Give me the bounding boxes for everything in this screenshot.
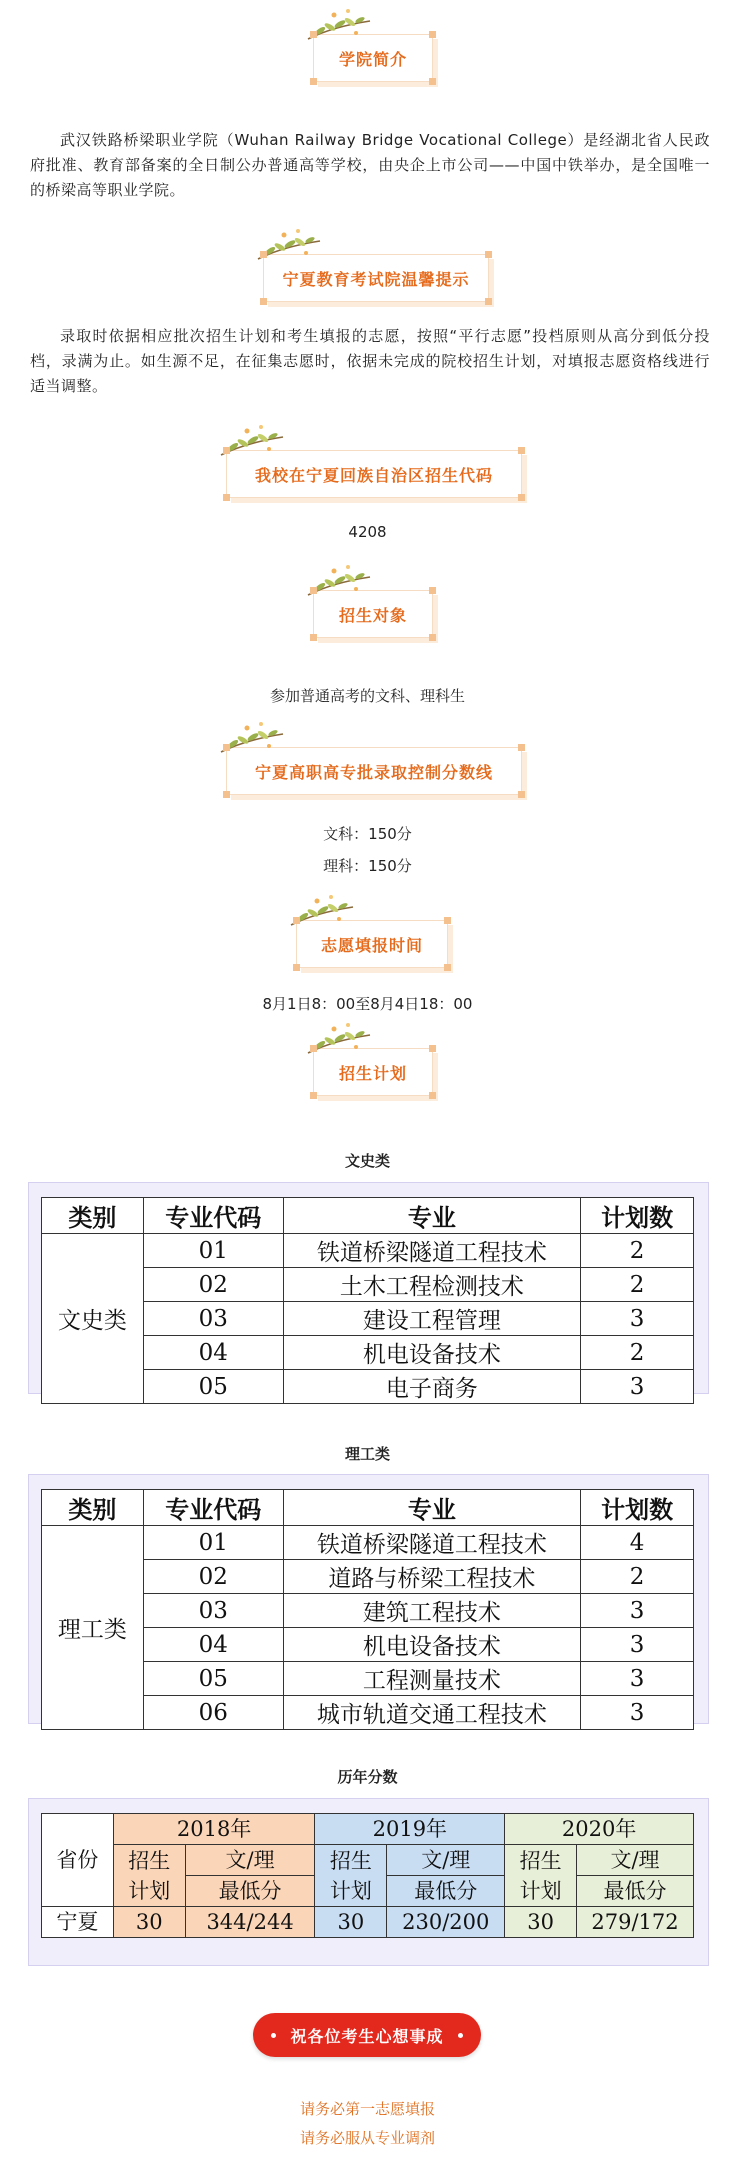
section-title-code xyxy=(226,450,522,498)
major-cell: 工程测量技术 xyxy=(283,1662,581,1696)
header-category: 类别 xyxy=(42,1490,144,1526)
code-cell: 04 xyxy=(143,1336,283,1370)
tips-paragraph: 录取时依据相应批次招生计划和考生填报的志愿，按照“平行志愿”投档原则从高分到低分投档，录满为止。如生源不足，在征集志愿时，依据未完成的院校招生计划，对填报志愿资格线进行适当调整。 xyxy=(30,327,710,395)
header-code: 专业代码 xyxy=(143,1198,283,1234)
score-cell-2020: 279/172 xyxy=(577,1907,694,1938)
count-cell: 2 xyxy=(581,1560,694,1594)
section-title-text: 招生计划 xyxy=(338,1063,407,1083)
section-title-intro xyxy=(313,34,433,82)
major-cell: 建设工程管理 xyxy=(283,1302,581,1336)
wenshi-table-frame xyxy=(28,1182,709,1402)
code-cell: 03 xyxy=(143,1594,283,1628)
section-title-plan xyxy=(313,1048,433,1096)
code-cell: 04 xyxy=(143,1628,283,1662)
major-cell: 铁道桥梁隧道工程技术 xyxy=(283,1526,581,1560)
count-cell: 3 xyxy=(581,1594,694,1628)
score-header-bottom: 最低分 xyxy=(577,1876,694,1907)
major-cell: 建筑工程技术 xyxy=(283,1594,581,1628)
sprig-decoration-icon xyxy=(304,561,374,601)
intro-paragraph: 武汉铁路桥梁职业学院（Wuhan Railway Bridge Vocational College）是经湖北省人民政府批准、教育部备案的全日制公办普通高等学校，由央企上市公司——中国中铁举办，是全国唯一的桥梁高等职业学院。 xyxy=(30,131,710,199)
table-row xyxy=(42,1234,694,1268)
score-cell-2019: 230/200 xyxy=(387,1907,505,1938)
count-cell: 3 xyxy=(581,1628,694,1662)
sprig-decoration-icon xyxy=(217,421,287,461)
sprig-decoration-icon xyxy=(254,225,324,265)
table-header-row xyxy=(42,1198,694,1234)
code-cell: 05 xyxy=(143,1662,283,1696)
header-category: 类别 xyxy=(42,1198,144,1234)
plan-header: 招生 计划 xyxy=(315,1845,387,1907)
score-header-top: 文/理 xyxy=(577,1845,694,1876)
count-cell: 2 xyxy=(581,1268,694,1302)
section-title-text: 宁夏高职高专批录取控制分数线 xyxy=(254,762,493,782)
sprig-decoration-icon xyxy=(304,1019,374,1059)
history-table xyxy=(41,1813,694,1938)
count-cell: 3 xyxy=(581,1696,694,1730)
code-cell: 02 xyxy=(143,1268,283,1302)
section-title-target xyxy=(313,590,433,638)
ligong-table xyxy=(41,1489,694,1730)
plan-header: 招生 计划 xyxy=(505,1845,577,1907)
province-cell: 宁夏 xyxy=(42,1907,114,1938)
count-cell: 2 xyxy=(581,1234,694,1268)
footer-note-2: 请务必服从专业调剂 xyxy=(299,2129,435,2147)
ligong-caption: 理工类 xyxy=(344,1445,390,1463)
score-header-top: 文/理 xyxy=(387,1845,505,1876)
sprig-decoration-icon xyxy=(287,891,357,931)
year-header-row xyxy=(42,1814,694,1845)
section-title-text: 学院简介 xyxy=(338,49,407,69)
year-2018-header: 2018年 xyxy=(113,1814,315,1845)
code-cell: 06 xyxy=(143,1696,283,1730)
code-cell: 01 xyxy=(143,1526,283,1560)
plan-cell-2020: 30 xyxy=(505,1907,577,1938)
count-cell: 3 xyxy=(581,1662,694,1696)
header-major: 专业 xyxy=(283,1198,581,1234)
section-title-time xyxy=(296,920,448,968)
count-cell: 3 xyxy=(581,1302,694,1336)
table-row xyxy=(42,1526,694,1560)
major-cell: 土木工程检测技术 xyxy=(283,1268,581,1302)
major-cell: 机电设备技术 xyxy=(283,1628,581,1662)
category-cell: 文史类 xyxy=(42,1234,144,1404)
wenshi-table xyxy=(41,1197,694,1404)
count-cell: 4 xyxy=(581,1526,694,1560)
dot-icon xyxy=(458,2033,463,2038)
blessing-text: 祝各位考生心想事成 xyxy=(290,2026,444,2046)
major-cell: 电子商务 xyxy=(283,1370,581,1404)
major-cell: 机电设备技术 xyxy=(283,1336,581,1370)
header-major: 专业 xyxy=(283,1490,581,1526)
major-cell: 城市轨道交通工程技术 xyxy=(283,1696,581,1730)
score-header-top: 文/理 xyxy=(185,1845,315,1876)
code-cell: 02 xyxy=(143,1560,283,1594)
sprig-decoration-icon xyxy=(217,718,287,758)
footer-note-1: 请务必第一志愿填报 xyxy=(299,2100,435,2118)
time-text: 8月1日8：00至8月4日18：00 xyxy=(262,995,473,1013)
header-plan-count: 计划数 xyxy=(581,1490,694,1526)
province-header: 省份 xyxy=(42,1814,114,1907)
score-line-like: 理科：150分 xyxy=(323,857,412,875)
sprig-decoration-icon xyxy=(304,5,374,45)
target-text: 参加普通高考的文科、理科生 xyxy=(269,687,465,705)
major-cell: 铁道桥梁隧道工程技术 xyxy=(283,1234,581,1268)
count-cell: 3 xyxy=(581,1370,694,1404)
wenshi-caption: 文史类 xyxy=(344,1152,390,1170)
plan-cell-2019: 30 xyxy=(315,1907,387,1938)
section-title-text: 我校在宁夏回族自治区招生代码 xyxy=(254,465,493,485)
section-title-text: 志愿填报时间 xyxy=(320,935,423,955)
history-caption: 历年分数 xyxy=(337,1768,398,1786)
dot-icon xyxy=(271,2033,276,2038)
year-2020-header: 2020年 xyxy=(505,1814,694,1845)
table-row xyxy=(42,1907,694,1938)
code-cell: 03 xyxy=(143,1302,283,1336)
header-plan-count: 计划数 xyxy=(581,1198,694,1234)
year-2019-header: 2019年 xyxy=(315,1814,505,1845)
score-header-bottom: 最低分 xyxy=(185,1876,315,1907)
major-cell: 道路与桥梁工程技术 xyxy=(283,1560,581,1594)
section-title-score-line xyxy=(226,747,522,795)
plan-header: 招生 计划 xyxy=(113,1845,185,1907)
score-line-wenke: 文科：150分 xyxy=(323,825,412,843)
score-header-bottom: 最低分 xyxy=(387,1876,505,1907)
section-title-text: 招生对象 xyxy=(338,605,407,625)
history-table-frame xyxy=(28,1798,709,1966)
score-cell-2018: 344/244 xyxy=(185,1907,315,1938)
subheader-row xyxy=(42,1845,694,1876)
table-header-row xyxy=(42,1490,694,1526)
blessing-banner xyxy=(253,2013,481,2057)
code-cell: 01 xyxy=(143,1234,283,1268)
section-title-text: 宁夏教育考试院温馨提示 xyxy=(282,269,470,289)
ligong-table-frame xyxy=(28,1474,709,1728)
category-cell: 理工类 xyxy=(42,1526,144,1730)
header-code: 专业代码 xyxy=(143,1490,283,1526)
code-cell: 05 xyxy=(143,1370,283,1404)
plan-cell-2018: 30 xyxy=(113,1907,185,1938)
section-title-tips xyxy=(263,254,489,302)
enrollment-code: 4208 xyxy=(348,523,387,541)
count-cell: 2 xyxy=(581,1336,694,1370)
